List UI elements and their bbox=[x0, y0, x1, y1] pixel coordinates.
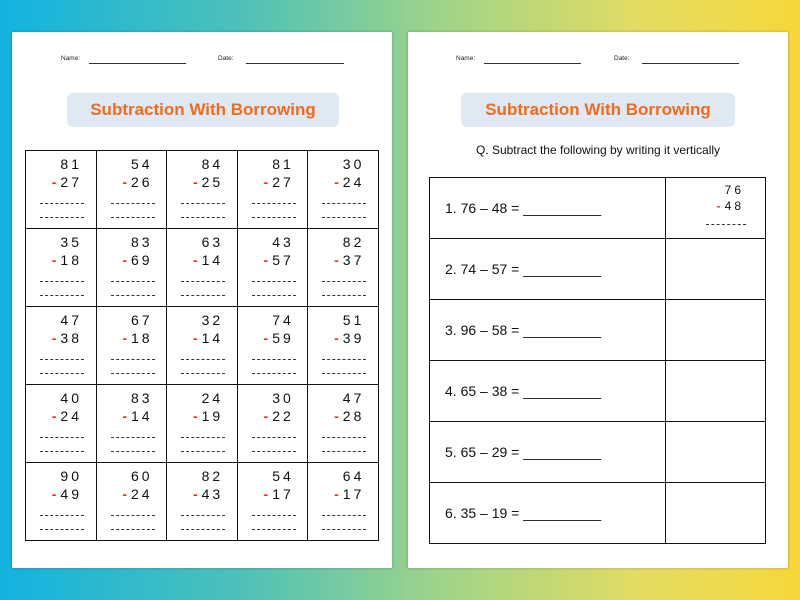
problem-cell bbox=[26, 385, 97, 463]
subtrahend-line bbox=[167, 407, 223, 425]
minus-sign: - bbox=[716, 199, 721, 213]
minuend: 47 bbox=[342, 390, 365, 406]
date-label: Date: bbox=[218, 55, 234, 62]
minuend: 32 bbox=[201, 312, 224, 328]
minus-sign: - bbox=[334, 252, 339, 268]
work-area bbox=[666, 178, 766, 239]
problem-cell bbox=[167, 463, 238, 541]
minus-sign: - bbox=[122, 174, 128, 190]
answer-line bbox=[322, 203, 366, 204]
grid-row bbox=[26, 385, 379, 463]
worksheet-right bbox=[408, 32, 788, 568]
subtrahend: 27 bbox=[60, 174, 82, 190]
answer-line bbox=[111, 451, 155, 452]
minus-sign: - bbox=[51, 252, 57, 268]
subtrahend: 24 bbox=[342, 174, 365, 190]
problem-cell bbox=[308, 385, 379, 463]
problem-cell bbox=[308, 463, 379, 541]
work-area bbox=[666, 239, 766, 300]
minuend: 54 bbox=[272, 468, 294, 484]
minus-sign: - bbox=[51, 330, 57, 346]
question-text: 2. 74 – 57 = __________ bbox=[430, 239, 666, 300]
minuend: 24 bbox=[201, 390, 224, 406]
answer-line bbox=[181, 295, 225, 296]
subtrahend: 18 bbox=[60, 252, 82, 268]
subtrahend-line bbox=[308, 407, 364, 425]
subtrahend: 26 bbox=[131, 174, 153, 190]
problem-cell bbox=[26, 463, 97, 541]
answer-line bbox=[40, 451, 84, 452]
minuend: 35 bbox=[60, 234, 82, 250]
subtraction-problem bbox=[167, 151, 237, 228]
minus-sign: - bbox=[51, 408, 57, 424]
minuend: 47 bbox=[60, 312, 82, 328]
subtrahend: 24 bbox=[131, 486, 153, 502]
subtraction-problem bbox=[238, 229, 308, 306]
problem-grid bbox=[25, 150, 379, 541]
subtrahend-line bbox=[97, 485, 153, 503]
minus-sign: - bbox=[334, 486, 339, 502]
answer-line bbox=[322, 217, 366, 218]
subtrahend-line bbox=[238, 329, 294, 347]
answer-line bbox=[40, 529, 84, 530]
problem-cell bbox=[237, 151, 308, 229]
answer-line bbox=[181, 437, 225, 438]
subtraction-problem bbox=[238, 385, 308, 462]
answer-line bbox=[181, 359, 225, 360]
problem-cell bbox=[237, 463, 308, 541]
grid-row bbox=[26, 151, 379, 229]
answer-line bbox=[181, 515, 225, 516]
subtrahend-line bbox=[238, 485, 294, 503]
grid-row bbox=[26, 307, 379, 385]
answer-line bbox=[40, 359, 84, 360]
subtrahend-line bbox=[308, 251, 364, 269]
subtraction-problem bbox=[238, 307, 308, 384]
date-label: Date: bbox=[614, 55, 630, 62]
work-area bbox=[666, 300, 766, 361]
minus-sign: - bbox=[122, 408, 128, 424]
answer-line bbox=[111, 373, 155, 374]
subtraction-problem bbox=[167, 385, 237, 462]
minuend: 90 bbox=[60, 468, 82, 484]
question-text: 3. 96 – 58 = __________ bbox=[430, 300, 666, 361]
answer-line bbox=[322, 451, 366, 452]
minuend: 63 bbox=[201, 234, 224, 250]
grid-row bbox=[26, 463, 379, 541]
minus-sign: - bbox=[263, 174, 269, 190]
subtrahend-line bbox=[238, 407, 294, 425]
instruction-text: Q. Subtract the following by writing it vertically bbox=[475, 143, 721, 157]
subtrahend-line bbox=[238, 173, 294, 191]
subtraction-problem bbox=[97, 307, 167, 384]
answer-line bbox=[40, 515, 84, 516]
subtrahend: 19 bbox=[201, 408, 224, 424]
minus-sign: - bbox=[192, 408, 198, 424]
minuend: 82 bbox=[342, 234, 365, 250]
question-text: 6. 35 – 19 = __________ bbox=[430, 483, 666, 544]
problem-cell bbox=[167, 229, 238, 307]
subtraction-problem bbox=[26, 463, 96, 540]
minuend: 81 bbox=[60, 156, 82, 172]
subtraction-problem bbox=[97, 151, 167, 228]
minuend: 43 bbox=[272, 234, 294, 250]
problem-cell bbox=[167, 151, 238, 229]
answer-line bbox=[252, 451, 296, 452]
subtraction-problem bbox=[26, 385, 96, 462]
problem-cell bbox=[237, 385, 308, 463]
subtrahend: 59 bbox=[272, 330, 294, 346]
question-text: 1. 76 – 48 = __________ bbox=[430, 178, 666, 239]
name-line bbox=[484, 63, 581, 64]
subtrahend-line bbox=[26, 329, 82, 347]
minus-sign: - bbox=[334, 330, 339, 346]
subtrahend-line bbox=[238, 251, 294, 269]
problem-cell bbox=[26, 307, 97, 385]
name-line bbox=[89, 63, 186, 64]
answer-line bbox=[322, 373, 366, 374]
question-text: 4. 65 – 38 = __________ bbox=[430, 361, 666, 422]
subtraction-problem bbox=[26, 229, 96, 306]
subtrahend: 14 bbox=[131, 408, 153, 424]
minus-sign: - bbox=[263, 252, 269, 268]
minuend: 82 bbox=[201, 468, 224, 484]
subtrahend: 24 bbox=[60, 408, 82, 424]
subtrahend: 28 bbox=[342, 408, 365, 424]
answer-line bbox=[40, 203, 84, 204]
worksheet-left bbox=[12, 32, 392, 568]
subtrahend: 22 bbox=[272, 408, 294, 424]
minuend: 84 bbox=[201, 156, 224, 172]
subtraction-problem bbox=[26, 151, 96, 228]
subtraction-problem bbox=[308, 151, 378, 228]
answer-line bbox=[252, 437, 296, 438]
subtrahend-line bbox=[308, 173, 364, 191]
subtraction-problem bbox=[167, 307, 237, 384]
problem-cell bbox=[167, 307, 238, 385]
problem-cell bbox=[96, 307, 167, 385]
answer-line bbox=[252, 515, 296, 516]
answer-line bbox=[252, 295, 296, 296]
minuend: 30 bbox=[342, 156, 365, 172]
worksheet-title: Subtraction With Borrowing bbox=[461, 93, 735, 127]
work-area bbox=[666, 422, 766, 483]
subtrahend: 14 bbox=[201, 252, 224, 268]
answer-line bbox=[111, 529, 155, 530]
subtraction-problem bbox=[167, 463, 237, 540]
name-label: Name: bbox=[61, 55, 81, 62]
problem-cell bbox=[96, 151, 167, 229]
header-fields bbox=[408, 54, 788, 68]
question-row bbox=[430, 239, 766, 300]
subtrahend: 14 bbox=[201, 330, 224, 346]
minus-sign: - bbox=[192, 252, 198, 268]
minuend: 76 bbox=[724, 183, 744, 197]
minuend: 54 bbox=[131, 156, 153, 172]
answer-line bbox=[252, 373, 296, 374]
subtrahend-line bbox=[167, 173, 223, 191]
minus-sign: - bbox=[192, 174, 198, 190]
minuend: 30 bbox=[272, 390, 294, 406]
subtrahend: 27 bbox=[272, 174, 294, 190]
subtrahend: 17 bbox=[342, 486, 365, 502]
answer-line bbox=[322, 295, 366, 296]
answer-line bbox=[322, 359, 366, 360]
problem-cell bbox=[26, 151, 97, 229]
subtrahend-line bbox=[26, 485, 82, 503]
answer-line bbox=[252, 203, 296, 204]
answer-line bbox=[40, 217, 84, 218]
answer-line bbox=[322, 529, 366, 530]
answer-line bbox=[322, 437, 366, 438]
subtraction-problem bbox=[308, 385, 378, 462]
grid-row bbox=[26, 229, 379, 307]
answer-line bbox=[181, 529, 225, 530]
answer-line bbox=[40, 281, 84, 282]
minus-sign: - bbox=[334, 408, 339, 424]
answer-line bbox=[706, 224, 746, 225]
answer-line bbox=[40, 295, 84, 296]
subtrahend-line bbox=[97, 407, 153, 425]
subtrahend-line bbox=[706, 199, 744, 214]
minuend: 40 bbox=[60, 390, 82, 406]
answer-line bbox=[111, 515, 155, 516]
problem-cell bbox=[308, 307, 379, 385]
subtrahend: 69 bbox=[131, 252, 153, 268]
problem-cell bbox=[308, 229, 379, 307]
answer-line bbox=[181, 373, 225, 374]
minus-sign: - bbox=[263, 330, 269, 346]
subtrahend: 49 bbox=[60, 486, 82, 502]
answer-line bbox=[322, 281, 366, 282]
answer-line bbox=[111, 359, 155, 360]
question-row bbox=[430, 422, 766, 483]
subtraction-problem bbox=[308, 463, 378, 540]
date-line bbox=[642, 63, 739, 64]
minuend: 64 bbox=[342, 468, 365, 484]
minus-sign: - bbox=[192, 486, 198, 502]
answer-line bbox=[181, 203, 225, 204]
minus-sign: - bbox=[122, 486, 128, 502]
subtraction-problem bbox=[97, 463, 167, 540]
subtrahend: 38 bbox=[60, 330, 82, 346]
subtraction-problem bbox=[26, 307, 96, 384]
subtrahend-line bbox=[26, 251, 82, 269]
question-row bbox=[430, 178, 766, 239]
answer-line bbox=[252, 359, 296, 360]
question-row bbox=[430, 300, 766, 361]
minus-sign: - bbox=[51, 486, 57, 502]
minus-sign: - bbox=[51, 174, 57, 190]
answer-line bbox=[322, 515, 366, 516]
answer-line bbox=[181, 217, 225, 218]
subtrahend: 37 bbox=[342, 252, 365, 268]
question-row bbox=[430, 361, 766, 422]
answer-line bbox=[252, 281, 296, 282]
minuend: 74 bbox=[272, 312, 294, 328]
minuend: 83 bbox=[131, 234, 153, 250]
minuend: 81 bbox=[272, 156, 294, 172]
minus-sign: - bbox=[263, 408, 269, 424]
subtrahend-line bbox=[308, 485, 364, 503]
subtrahend: 48 bbox=[724, 199, 744, 213]
subtrahend-line bbox=[167, 251, 223, 269]
question-text: 5. 65 – 29 = __________ bbox=[430, 422, 666, 483]
subtraction-problem bbox=[238, 151, 308, 228]
subtrahend-line bbox=[97, 251, 153, 269]
subtrahend-line bbox=[167, 329, 223, 347]
answer-line bbox=[111, 295, 155, 296]
subtrahend-line bbox=[97, 173, 153, 191]
problem-cell bbox=[308, 151, 379, 229]
name-label: Name: bbox=[456, 55, 476, 62]
subtraction-problem bbox=[167, 229, 237, 306]
minus-sign: - bbox=[122, 252, 128, 268]
answer-line bbox=[181, 281, 225, 282]
subtraction-problem bbox=[308, 307, 378, 384]
minuend: 67 bbox=[131, 312, 153, 328]
minus-sign: - bbox=[263, 486, 269, 502]
answer-line bbox=[40, 373, 84, 374]
subtrahend-line bbox=[97, 329, 153, 347]
problem-cell bbox=[96, 463, 167, 541]
subtrahend: 39 bbox=[342, 330, 365, 346]
answer-line bbox=[252, 529, 296, 530]
date-line bbox=[246, 63, 344, 64]
worksheet-title: Subtraction With Borrowing bbox=[67, 93, 339, 127]
problem-cell bbox=[26, 229, 97, 307]
subtraction-problem bbox=[308, 229, 378, 306]
work-area bbox=[666, 361, 766, 422]
minuend: 60 bbox=[131, 468, 153, 484]
subtrahend-line bbox=[308, 329, 364, 347]
question-table bbox=[429, 177, 766, 544]
subtrahend-line bbox=[167, 485, 223, 503]
subtraction-problem bbox=[97, 229, 167, 306]
answer-line bbox=[111, 281, 155, 282]
work-area bbox=[666, 483, 766, 544]
minuend: 51 bbox=[342, 312, 365, 328]
minus-sign: - bbox=[192, 330, 198, 346]
problem-cell bbox=[96, 385, 167, 463]
subtrahend-line bbox=[26, 173, 82, 191]
minus-sign: - bbox=[334, 174, 339, 190]
minus-sign: - bbox=[122, 330, 128, 346]
problem-cell bbox=[237, 307, 308, 385]
subtrahend: 25 bbox=[201, 174, 224, 190]
subtrahend: 18 bbox=[131, 330, 153, 346]
answer-line bbox=[111, 437, 155, 438]
problem-cell bbox=[96, 229, 167, 307]
answer-line bbox=[181, 451, 225, 452]
problem-cell bbox=[167, 385, 238, 463]
subtrahend: 17 bbox=[272, 486, 294, 502]
subtraction-problem bbox=[238, 463, 308, 540]
question-row bbox=[430, 483, 766, 544]
problem-cell bbox=[237, 229, 308, 307]
subtraction-problem bbox=[97, 385, 167, 462]
subtrahend: 57 bbox=[272, 252, 294, 268]
answer-line bbox=[111, 203, 155, 204]
minuend: 83 bbox=[131, 390, 153, 406]
subtrahend: 43 bbox=[201, 486, 224, 502]
header-fields bbox=[12, 54, 392, 68]
answer-line bbox=[111, 217, 155, 218]
answer-line bbox=[40, 437, 84, 438]
worked-example bbox=[666, 178, 765, 238]
subtrahend-line bbox=[26, 407, 82, 425]
answer-line bbox=[252, 217, 296, 218]
